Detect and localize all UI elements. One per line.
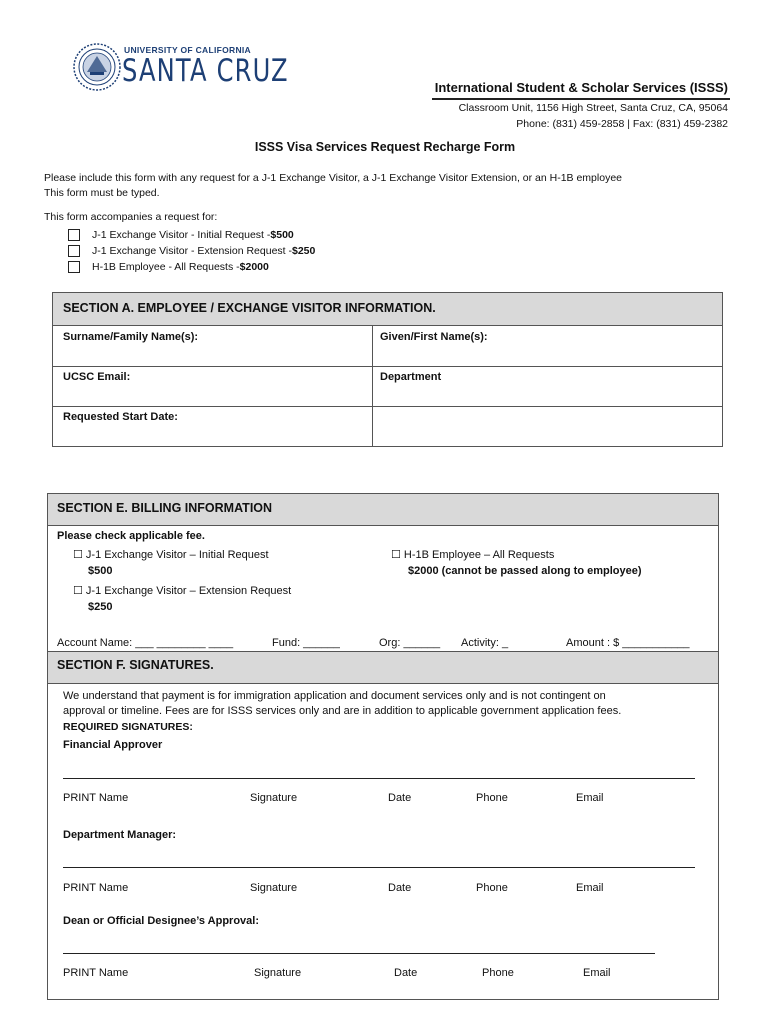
amount-field[interactable]: Amount : $ ___________ xyxy=(566,637,690,649)
form-title: ISSS Visa Services Request Recharge Form xyxy=(254,140,516,154)
col-date: Date xyxy=(388,882,412,894)
dean-signature-line[interactable] xyxy=(63,953,655,954)
section-e-f-table xyxy=(47,493,719,1000)
campus-name: SANTA CRUZ xyxy=(122,53,289,89)
col-print-name: PRINT Name xyxy=(63,967,129,979)
option-label: J-1 Exchange Visitor - Initial Request - xyxy=(92,228,271,241)
account-name-field[interactable]: Account Name: ___ ________ ____ xyxy=(57,637,234,649)
university-line: UNIVERSITY OF CALIFORNIA xyxy=(124,45,251,55)
org-name: International Student & Scholar Services (ISSS) xyxy=(434,80,728,95)
fee-amount-500: $500 xyxy=(88,565,113,577)
required-signatures-label: REQUIRED SIGNATURES: xyxy=(63,721,193,733)
request-option-j1-initial[interactable] xyxy=(68,227,294,242)
fund-field[interactable]: Fund: ______ xyxy=(272,637,340,649)
fee-option-h1b[interactable]: ☐ H-1B Employee – All Requests xyxy=(391,549,555,561)
surname-field[interactable]: Surname/Family Name(s): xyxy=(63,331,199,343)
financial-approver-signature-line[interactable] xyxy=(63,778,695,779)
col-email: Email xyxy=(576,792,604,804)
option-label: J-1 Exchange Visitor - Extension Request - xyxy=(92,244,292,257)
header-divider xyxy=(432,98,730,100)
col-email: Email xyxy=(583,967,611,979)
fee-amount-2000: $2000 (cannot be passed along to employee) xyxy=(408,565,642,577)
fee-option-j1-extension[interactable]: ☐ J-1 Exchange Visitor – Extension Request xyxy=(73,585,292,597)
col-phone: Phone xyxy=(476,792,508,804)
col-date: Date xyxy=(394,967,418,979)
department-field[interactable]: Department xyxy=(380,371,442,383)
fee-option-j1-initial[interactable]: ☐ J-1 Exchange Visitor – Initial Request xyxy=(73,549,269,561)
org-address: Classroom Unit, 1156 High Street, Santa Cruz, CA, 95064 xyxy=(458,102,728,114)
intro-line-1: Please include this form with any request for a J-1 Exchange Visitor, a J-1 Exchange Visitor Extension, or an H-1B employee xyxy=(44,172,622,184)
section-f-header xyxy=(48,651,718,684)
ucsc-logo xyxy=(72,42,289,96)
section-a-table xyxy=(52,292,723,447)
start-date-field[interactable]: Requested Start Date: xyxy=(63,411,178,423)
financial-approver-label: Financial Approver xyxy=(63,739,163,751)
col-print-name: PRINT Name xyxy=(63,882,129,894)
option-fee: $250 xyxy=(292,244,316,257)
column-divider xyxy=(372,326,373,446)
intro-line-2: This form must be typed. xyxy=(44,187,160,199)
accompanies-label: This form accompanies a request for: xyxy=(44,211,218,223)
col-signature: Signature xyxy=(250,882,298,894)
col-email: Email xyxy=(576,882,604,894)
org-phone-fax: Phone: (831) 459-2858 | Fax: (831) 459-2382 xyxy=(516,118,728,130)
org-field[interactable]: Org: ______ xyxy=(379,637,441,649)
section-e-header xyxy=(48,494,718,526)
checkbox[interactable] xyxy=(68,245,80,257)
checkbox[interactable] xyxy=(68,261,80,273)
university-seal-icon xyxy=(72,42,122,92)
section-a-title: SECTION A. EMPLOYEE / EXCHANGE VISITOR INFORMATION. xyxy=(63,301,436,315)
check-fee-label: Please check applicable fee. xyxy=(57,530,205,542)
col-print-name: PRINT Name xyxy=(63,792,129,804)
department-manager-label: Department Manager: xyxy=(63,829,177,841)
col-signature: Signature xyxy=(250,792,298,804)
checkbox[interactable] xyxy=(68,229,80,241)
row-divider xyxy=(53,366,722,367)
col-date: Date xyxy=(388,792,412,804)
option-fee: $2000 xyxy=(239,260,269,273)
fee-amount-250: $250 xyxy=(88,601,113,613)
col-phone: Phone xyxy=(482,967,514,979)
section-e-title: SECTION E. BILLING INFORMATION xyxy=(57,501,273,515)
row-divider xyxy=(53,406,722,407)
department-manager-signature-line[interactable] xyxy=(63,867,695,868)
request-option-j1-extension[interactable] xyxy=(68,243,315,258)
col-phone: Phone xyxy=(476,882,508,894)
payment-statement-line-1: We understand that payment is for immigration application and document services only and is not contingent on xyxy=(63,690,606,702)
section-a-header xyxy=(53,293,722,326)
col-signature: Signature xyxy=(254,967,302,979)
request-option-h1b[interactable] xyxy=(68,259,269,274)
option-fee: $500 xyxy=(270,228,294,241)
ucsc-email-field[interactable]: UCSC Email: xyxy=(63,371,131,383)
option-label: H-1B Employee - All Requests - xyxy=(92,260,240,273)
dean-approval-label: Dean or Official Designee’s Approval: xyxy=(63,915,260,927)
activity-field[interactable]: Activity: _ xyxy=(461,637,509,649)
given-name-field[interactable]: Given/First Name(s): xyxy=(380,331,488,343)
section-f-title: SECTION F. SIGNATURES. xyxy=(57,658,214,672)
payment-statement-line-2: approval or timeline. Fees are for ISSS services only and are in addition to applicable government application fees. xyxy=(63,705,622,717)
